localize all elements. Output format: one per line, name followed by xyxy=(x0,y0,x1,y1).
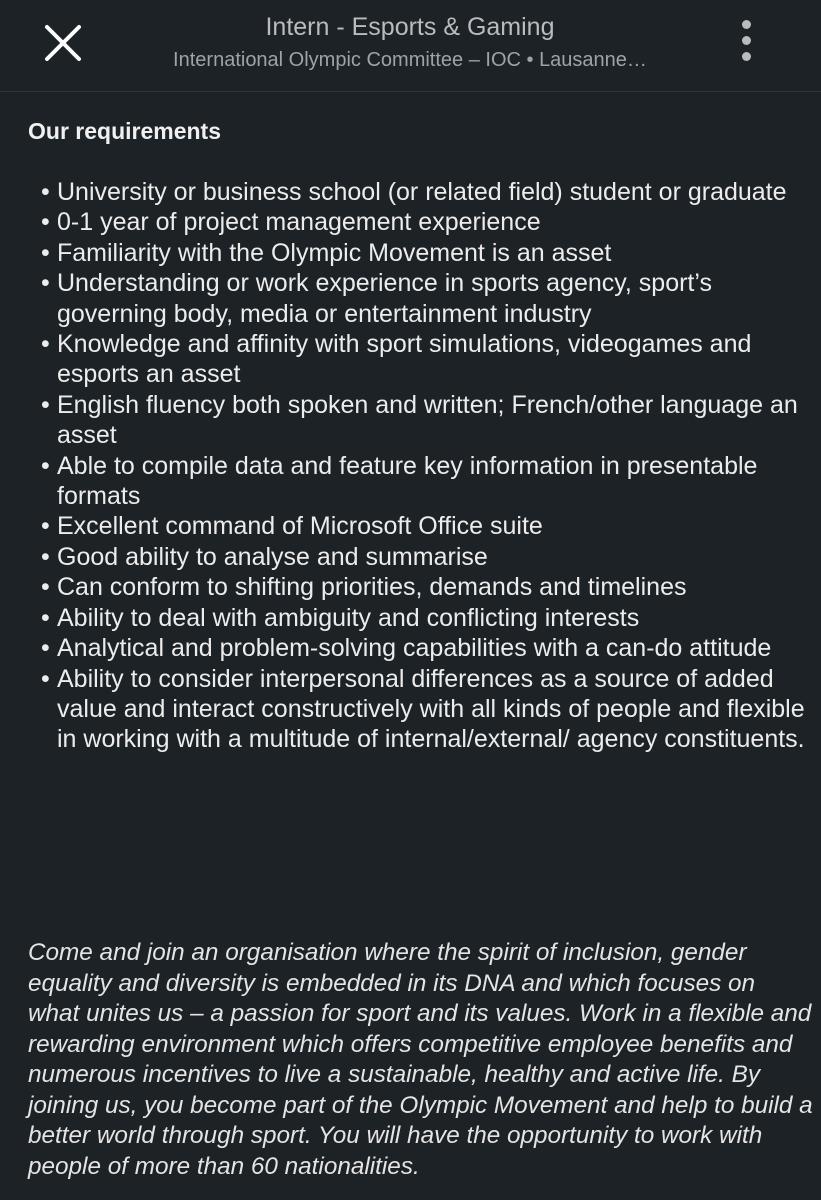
list-item xyxy=(28,329,808,390)
list-item xyxy=(28,603,808,633)
list-item-text: English fluency both spoken and written; French/other language an asset xyxy=(57,390,798,450)
job-title: Intern - Esports & Gaming xyxy=(265,13,555,41)
bullet-icon: • xyxy=(41,390,50,419)
more-vertical-icon xyxy=(742,52,751,61)
list-item-text: 0-1 year of project management experience xyxy=(57,208,541,237)
list-item-text: Ability to deal with ambiguity and conflicting interests xyxy=(57,603,640,632)
bullet-icon: • xyxy=(41,542,50,571)
list-item-text: University or business school (or related field) student or graduate xyxy=(57,178,787,206)
list-item xyxy=(28,542,808,572)
list-item-text: Able to compile data and feature key information in presentable formats xyxy=(57,451,758,511)
bullet-icon: • xyxy=(41,208,50,237)
more-vertical-icon xyxy=(742,20,751,29)
list-item xyxy=(28,238,808,268)
bullet-icon: • xyxy=(41,573,50,602)
close-icon xyxy=(43,23,83,63)
job-description xyxy=(28,116,808,755)
job-header xyxy=(120,12,700,73)
more-vertical-icon xyxy=(742,36,751,45)
list-item-text: Analytical and problem-solving capabilities with a can-do attitude xyxy=(57,634,772,663)
list-item xyxy=(28,664,808,755)
list-item xyxy=(28,268,808,329)
job-company-location: International Olympic Committee – IOC • Lausanne… xyxy=(173,49,647,71)
bullet-icon: • xyxy=(41,634,50,663)
list-item-text: Ability to consider interpersonal differences as a source of added value and interact constructively with all kinds of people and flexible in working with a multitude of internal/external/ agency constituents. xyxy=(57,664,805,754)
closing-paragraph: Come and join an organisation where the spirit of inclusion, gender equality and diversity is embedded in its DNA and which focuses on what unites us – a passion for sport and its values. Work in a flexible and rewarding environment which offers competitive employee benefits and numerous incentives to live a sustainable, healthy and active life. By joining us, you become part of the Olympic Movement and help to build a better world through sport. You will have the opportunity to work with people of more than 60 nationalities. xyxy=(28,939,813,1180)
bullet-icon: • xyxy=(41,664,50,693)
list-item-text: Familiarity with the Olympic Movement is an asset xyxy=(57,238,612,267)
list-item xyxy=(28,207,808,237)
more-options-button[interactable] xyxy=(726,12,766,68)
top-app-bar xyxy=(0,0,821,92)
close-button[interactable] xyxy=(30,18,96,68)
bullet-icon: • xyxy=(41,238,50,267)
list-item-text: Understanding or work experience in sports agency, sport’s governing body, media or entertainment industry xyxy=(57,269,712,328)
list-item-text: Excellent command of Microsoft Office suite xyxy=(57,512,543,541)
list-item xyxy=(28,390,808,451)
requirements-list xyxy=(28,177,808,755)
bullet-icon: • xyxy=(41,269,50,298)
list-item xyxy=(28,451,808,512)
list-item-text: Good ability to analyse and summarise xyxy=(57,542,488,571)
list-item xyxy=(28,177,808,207)
list-item xyxy=(28,633,808,663)
bullet-icon: • xyxy=(41,178,50,206)
section-heading: Our requirements xyxy=(28,118,221,144)
list-item xyxy=(28,511,808,541)
bullet-icon: • xyxy=(41,451,50,480)
bullet-icon: • xyxy=(41,512,50,541)
list-item xyxy=(28,572,808,602)
bullet-icon: • xyxy=(41,330,50,359)
list-item-text: Can conform to shifting priorities, demands and timelines xyxy=(57,573,687,602)
list-item-text: Knowledge and affinity with sport simulations, videogames and esports an asset xyxy=(57,330,752,389)
bullet-icon: • xyxy=(41,603,50,632)
